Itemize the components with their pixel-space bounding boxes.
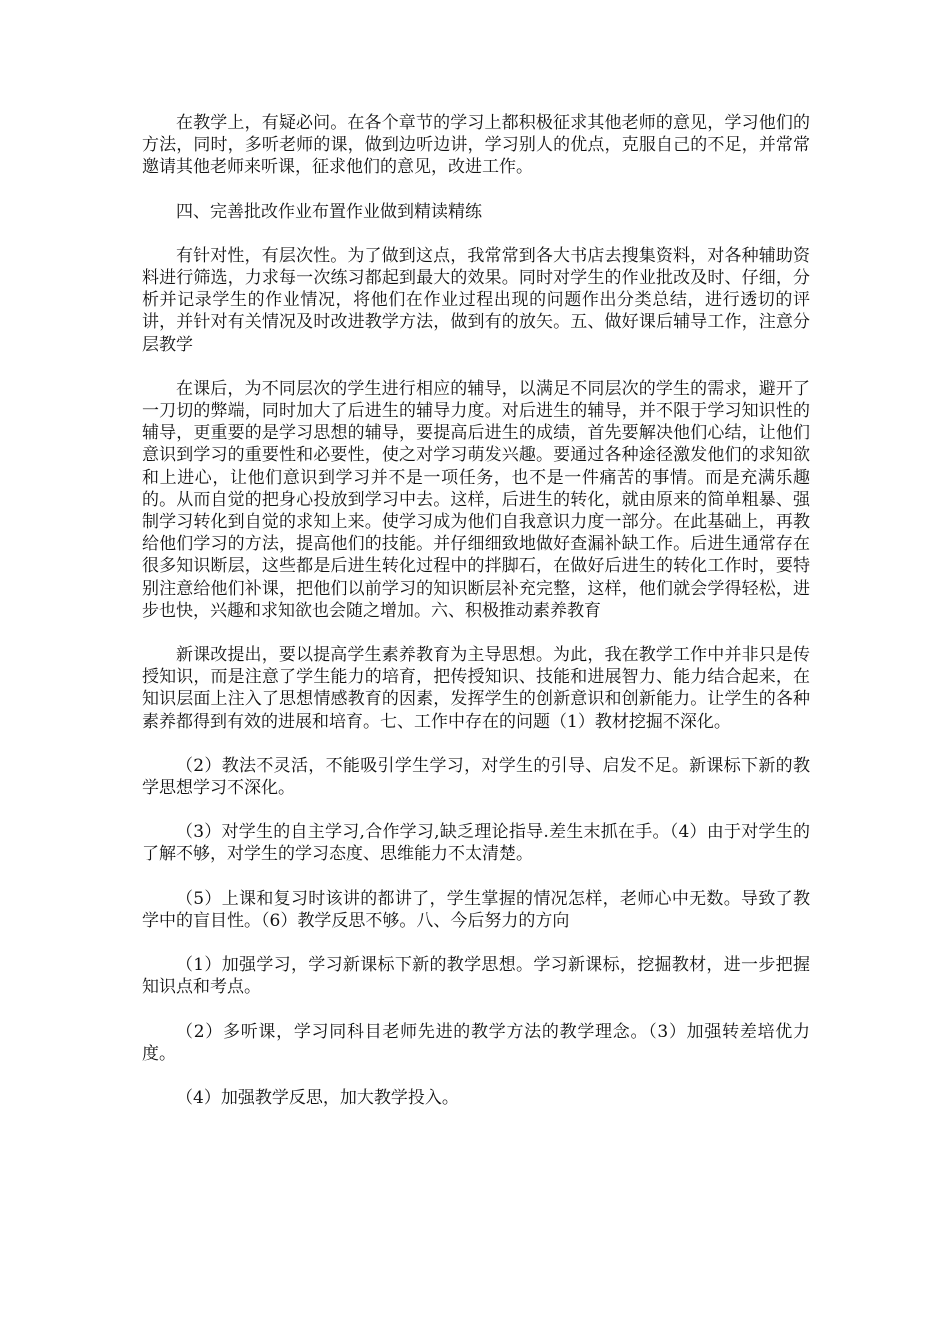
paragraph-direction-4: （4）加强教学反思，加大教学投入。 xyxy=(176,1087,459,1108)
paragraph-problem-3-4: （3）对学生的自主学习,合作学习,缺乏理论指导.差生末抓在手。（4）由于对学生的了解不够，对学生的学习态度、思维能力不太清楚。 xyxy=(142,822,810,865)
paragraph-direction-1: （1）加强学习，学习新课标下新的教学思想。学习新课标，挖掘教材，进一步把握知识点和考点。 xyxy=(142,955,810,998)
document-body xyxy=(142,112,810,1131)
paragraph-quality-education: 新课改提出，要以提高学生素养教育为主导思想。为此，我在教学工作中并非只是传授知识，而是注意了学生能力的培育，把传授知识、技能和进展智力、能力结合起来，在知识层面上注入了思想情感教育的因素，发挥学生的创新意识和创新能力。让学生的各种素养都得到有效的进展和培育。七、工作中存在的问题（1）教材挖掘不深化。 xyxy=(142,645,810,732)
paragraph-homework: 有针对性，有层次性。为了做到这点，我常常到各大书店去搜集资料，对各种辅助资料进行筛选，力求每一次练习都起到最大的效果。同时对学生的作业批改及时、仔细，分析并记录学生的作业情况，将他们在作业过程出现的问题作出分类总结，进行透切的评讲，并针对有关情况及时改进教学方法，做到有的放矢。五、做好课后辅导工作，注意分层教学 xyxy=(142,245,810,355)
paragraph-problem-5-6: （5）上课和复习时该讲的都讲了，学生掌握的情况怎样，老师心中无数。导致了教学中的盲目性。（6）教学反思不够。八、今后努力的方向 xyxy=(142,888,810,931)
paragraph-problem-2: （2）教法不灵活，不能吸引学生学习，对学生的引导、启发不足。新课标下新的教学思想学习不深化。 xyxy=(142,755,810,799)
paragraph-teaching-questions: 在教学上，有疑必问。在各个章节的学习上都积极征求其他老师的意见，学习他们的方法，同时，多听老师的课，做到边听边讲，学习别人的优点，克服自己的不足，并常常邀请其他老师来听课，征求他们的意见，改进工作。 xyxy=(142,113,810,178)
paragraph-after-class-tutoring: 在课后，为不同层次的学生进行相应的辅导，以满足不同层次的学生的需求，避开了一刀切的弊端，同时加大了后进生的辅导力度。对后进生的辅导，并不限于学习知识性的辅导，更重要的是学习思想的辅导，要提高后进生的成绩，首先要解决他们心结，让他们意识到学习的重要性和必要性，使之对学习萌发兴趣。要通过各种途径激发他们的求知欲和上进心，让他们意识到学习并不是一项任务，也不是一件痛苦的事情。而是充满乐趣的。从而自觉的把身心投放到学习中去。这样，后进生的转化，就由原来的简单粗暴、强制学习转化到自觉的求知上来。使学习成为他们自我意识力度一部分。在此基础上，再教给他们学习的方法，提高他们的技能。并仔细细致地做好查漏补缺工作。后进生通常存在很多知识断层，这些都是后进生转化过程中的拌脚石，在做好后进生的转化工作时，要特别注意给他们补课，把他们以前学习的知识断层补充完整，这样，他们就会学得轻松，进步也快，兴趣和求知欲也会随之增加。六、积极推动素养教育 xyxy=(142,378,810,621)
paragraph-direction-2-3: （2）多听课，学习同科目老师先进的教学方法的教学理念。（3）加强转差培优力度。 xyxy=(142,1021,810,1064)
heading-homework: 四、完善批改作业布置作业做到精读精练 xyxy=(176,201,482,222)
